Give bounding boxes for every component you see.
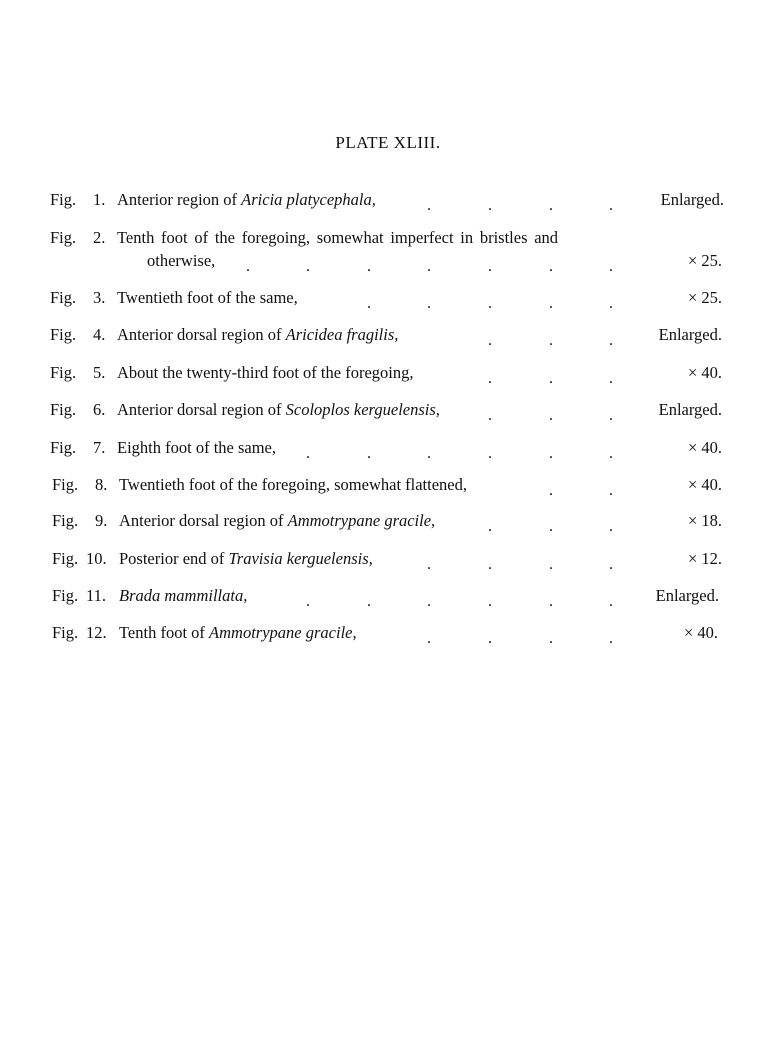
fig-description: Twentieth foot of the same,	[117, 288, 298, 307]
fig-label: Fig.	[52, 586, 79, 605]
fig-magnification: Enlarged.	[660, 190, 724, 209]
fig-magnification: × 12.	[687, 549, 722, 568]
fig-label: Fig.	[52, 549, 79, 568]
fig-number: 5.	[93, 363, 106, 382]
fig-number: 11.	[86, 586, 107, 605]
fig-label: Fig.	[52, 511, 79, 530]
leader-dots: . . . .	[427, 197, 613, 214]
fig-label: Fig.	[50, 438, 77, 457]
fig-magnification: × 25.	[687, 288, 722, 307]
fig-magnification: × 40.	[683, 623, 718, 642]
fig-magnification: Enlarged.	[658, 400, 722, 419]
species-name: Scoloplos kerguelensis,	[285, 400, 440, 419]
fig-description: Tenth foot of the foregoing, somewhat imperfect in bristles and	[117, 228, 559, 247]
fig-number: 7.	[93, 438, 106, 457]
fig-label: Fig.	[50, 400, 77, 419]
fig-description: Anterior region of Aricia platycephala,	[117, 190, 376, 209]
leader-dots: . .	[549, 482, 613, 499]
leader-dots: . . . . . .	[306, 445, 613, 462]
leader-dots: . . .	[488, 407, 613, 424]
species-name: Aricidea fragilis,	[285, 325, 399, 344]
species-name: Brada mammillata,	[119, 586, 248, 605]
fig-description: Posterior end of Travisia kerguelensis,	[119, 549, 373, 568]
fig-description: About the twenty-third foot of the foregoing,	[117, 363, 414, 382]
fig-number: 1.	[93, 190, 106, 209]
fig-description: Eighth foot of the same,	[117, 438, 277, 457]
fig-label: Fig.	[50, 228, 77, 247]
species-name: Aricia platycephala,	[241, 190, 376, 209]
fig-magnification: × 40.	[687, 438, 722, 457]
species-name: Ammotrypane gracile,	[287, 511, 436, 530]
fig-magnification: × 18.	[687, 511, 722, 530]
fig-number: 9.	[95, 511, 108, 530]
leader-dots: . . . .	[427, 556, 613, 573]
fig-description-continued: otherwise,	[147, 251, 216, 270]
plate-title: PLATE XLIII.	[335, 133, 441, 152]
fig-number: 2.	[93, 228, 106, 247]
fig-magnification: Enlarged.	[655, 586, 719, 605]
fig-description: Tenth foot of Ammotrypane gracile,	[119, 623, 357, 642]
leader-dots: . . .	[488, 332, 613, 349]
fig-magnification: × 40.	[687, 363, 722, 382]
leader-dots: . . . . . . .	[246, 258, 613, 275]
fig-magnification: × 40.	[687, 475, 722, 494]
fig-label: Fig.	[50, 363, 77, 382]
fig-number: 4.	[93, 325, 106, 344]
fig-magnification: Enlarged.	[658, 325, 722, 344]
species-name: Travisia kerguelensis,	[228, 549, 373, 568]
fig-label: Fig.	[52, 475, 79, 494]
fig-number: 3.	[93, 288, 106, 307]
fig-label: Fig.	[50, 288, 77, 307]
fig-number: 10.	[86, 549, 107, 568]
fig-description: Anterior dorsal region of Aricidea fragilis,	[117, 325, 399, 344]
fig-number: 8.	[95, 475, 108, 494]
leader-dots: . . .	[488, 518, 613, 535]
fig-label: Fig.	[52, 623, 79, 642]
leader-dots: . . . .	[427, 630, 613, 647]
fig-description: Anterior dorsal region of Ammotrypane gracile,	[119, 511, 436, 530]
fig-number: 6.	[93, 400, 106, 419]
fig-number: 12.	[86, 623, 107, 642]
leader-dots: . . . . .	[367, 295, 613, 312]
leader-dots: . . .	[488, 370, 613, 387]
fig-magnification: × 25.	[687, 251, 722, 270]
fig-label: Fig.	[50, 190, 77, 209]
fig-description: Twentieth foot of the foregoing, somewhat flattened,	[119, 475, 467, 494]
fig-label: Fig.	[50, 325, 77, 344]
fig-description: Anterior dorsal region of Scoloplos kerguelensis,	[117, 400, 440, 419]
leader-dots: . . . . . .	[306, 593, 613, 610]
species-name: Ammotrypane gracile,	[209, 623, 357, 642]
